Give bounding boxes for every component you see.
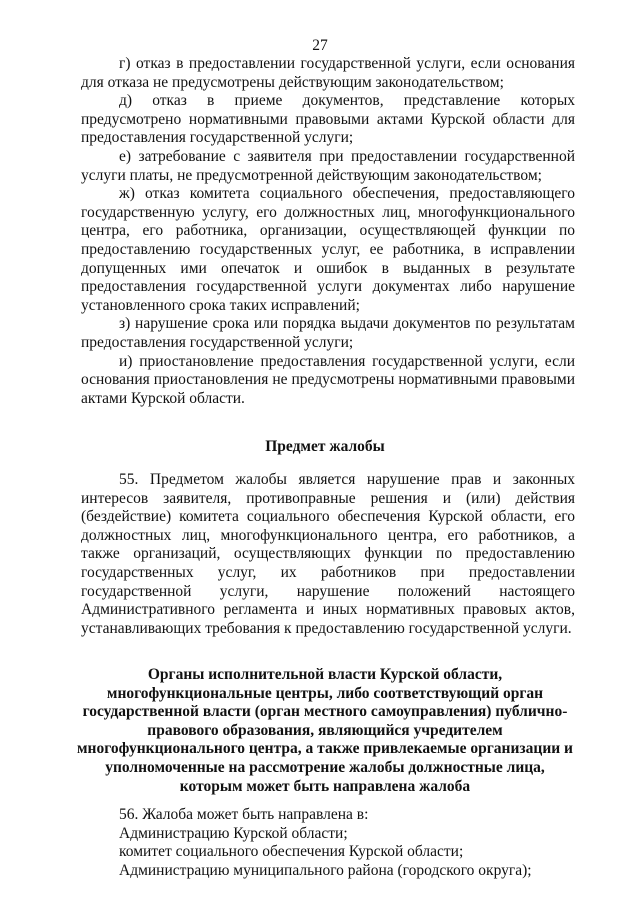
heading-organs <box>60 666 590 796</box>
list-item-g: г) отказ в предоставлении государственной услуги, если основания для отказа не предусмотрены действующим законодательством; <box>81 55 575 91</box>
heading-organs-line: многофункционального центра, а также привлекаемые организации и <box>77 740 573 758</box>
list-item-i: и) приостановление предоставления государственной услуги, если основания приостановления не предусмотрены нормативными правовыми актами Курской области. <box>81 352 575 407</box>
list-item-e: е) затребование с заявителя при предоставлении государственной услуги платы, не предусмотренной действующим законодательством; <box>81 147 575 184</box>
paragraph-55: 55. Предметом жалобы является нарушение прав и законных интересов заявителя, противоправные решения и (или) действия (бездействие) комитета социального обеспечения Курской области, его должностных лиц, многофункционального центра, его работников, а также организаций, осуществляющих функции по предоставлению государственных услуг, их работников при предоставлении государственной услуги, нарушение положений настоящего Административного регламента и иных нормативных правовых актов, устанавливающих требования к предоставлению государственной услуги. <box>81 471 575 637</box>
heading-organs-line: которым может быть направлена жалоба <box>179 777 471 795</box>
heading-organs-line: правового образования, являющийся учредителем <box>147 721 503 739</box>
heading-organs-line: Органы исполнительной власти Курской области, <box>147 666 503 683</box>
paragraph-56-intro: 56. Жалоба может быть направлена в: <box>119 806 369 823</box>
paragraph-55-block <box>81 471 575 638</box>
list-item-z: з) нарушение срока или порядка выдачи документов по результатам предоставления государственной услуги; <box>81 315 575 351</box>
recipient-item: Администрацию Курской области; <box>119 824 348 842</box>
heading-organs-line: государственной власти (орган местного самоуправления) публично- <box>82 703 568 721</box>
recipient-item: комитет социального обеспечения Курской области; <box>119 843 464 861</box>
complaint-grounds-list <box>81 55 575 408</box>
page-number: 27 <box>312 37 328 54</box>
list-item-d: д) отказ в приеме документов, представление которых предусмотрено нормативными правовыми актами Курской области для предоставления государственной услуги; <box>81 92 575 147</box>
heading-organs-line: уполномоченные на рассмотрение жалобы должностные лица, <box>105 758 545 776</box>
list-item-zh: ж) отказ комитета социального обеспечения, предоставляющего государственную услугу, его должностных лиц, многофункционального центра, его работника, организации, осуществляющей функции по предоставлению государственных услуг, ее работника, в исправлении допущенных ими опечаток и ошибок в выданных в результате предоставления государственной услуги документах либо нарушение установленного срока таких исправлений; <box>81 185 575 314</box>
recipient-item: Администрацию муниципального района (городского округа); <box>119 861 532 879</box>
paragraph-56-block <box>81 806 575 880</box>
heading-subject: Предмет жалобы <box>265 438 385 455</box>
heading-organs-line: многофункциональные центры, либо соответствующий орган <box>106 684 544 702</box>
